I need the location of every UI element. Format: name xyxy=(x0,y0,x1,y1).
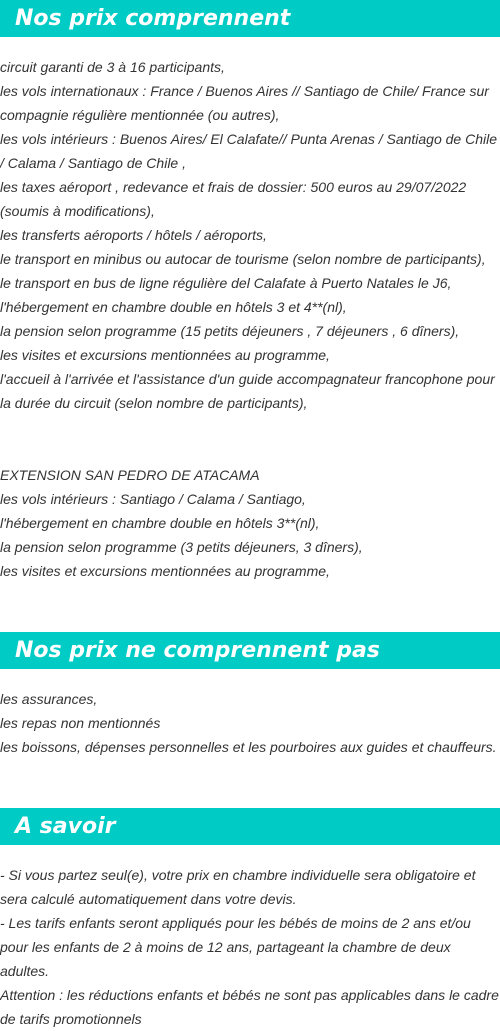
list-item: la pension selon programme (3 petits déjeuners, 3 dîners), xyxy=(0,539,363,555)
list-item: la pension selon programme (15 petits déjeuners , 7 déjeuners , 6 dîners), xyxy=(0,323,460,339)
list-item: le transport en minibus ou autocar de tourisme (selon nombre de participants), xyxy=(0,251,486,267)
list-item: les repas non mentionnés xyxy=(0,715,161,731)
list-item: les vols internationaux : France / Buenos Aires // Santiago de Chile/ France sur compagnie régulière mentionnée (ou autres), xyxy=(0,83,489,123)
list-item: l'accueil à l'arrivée et l'assistance d'un guide accompagnateur francophone pour la durée du circuit (selon nombre de participants), xyxy=(0,371,495,411)
list-item: les vols intérieurs : Buenos Aires/ El Calafate// Punta Arenas / Santiago de Chile / Calama / Santiago de Chile , xyxy=(0,131,498,171)
list-item: - Si vous partez seul(e), votre prix en chambre individuelle sera obligatoire et sera calculé automatiquement dans votre devis. xyxy=(0,867,476,907)
list-item: l'hébergement en chambre double en hôtels 3 et 4**(nl), xyxy=(0,299,347,315)
extension-list xyxy=(0,463,500,583)
list-item: l'hébergement en chambre double en hôtels 3**(nl), xyxy=(0,515,320,531)
not-included-list xyxy=(0,687,500,759)
list-item: - Les tarifs enfants seront appliqués pour les bébés de moins de 2 ans et/ou pour les enfants de 2 à moins de 12 ans, partageant la chambre de deux adultes. xyxy=(0,915,471,979)
section-header-included: Nos prix comprennent xyxy=(0,0,500,37)
list-item: circuit garanti de 3 à 16 participants, xyxy=(0,59,225,75)
list-item: les transferts aéroports / hôtels / aéroports, xyxy=(0,227,267,243)
a-savoir-list xyxy=(0,863,500,1031)
list-item: les visites et excursions mentionnées au programme, xyxy=(0,563,330,579)
list-item: le transport en bus de ligne régulière del Calafate à Puerto Natales le J6, xyxy=(0,275,452,291)
section-header-not-included: Nos prix ne comprennent pas xyxy=(0,632,500,669)
list-item: les taxes aéroport , redevance et frais de dossier: 500 euros au 29/07/2022 (soumis à modifications), xyxy=(0,179,467,219)
list-item: Attention : les réductions enfants et bébés ne sont pas applicables dans le cadre de tarifs promotionnels xyxy=(0,987,499,1027)
list-item: les vols intérieurs : Santiago / Calama / Santiago, xyxy=(0,491,306,507)
list-item: les visites et excursions mentionnées au programme, xyxy=(0,347,330,363)
included-list xyxy=(0,55,500,415)
list-item: les boissons, dépenses personnelles et les pourboires aux guides et chauffeurs. xyxy=(0,739,497,755)
extension-title: EXTENSION SAN PEDRO DE ATACAMA xyxy=(0,467,260,483)
section-header-a-savoir: A savoir xyxy=(0,808,500,845)
list-item: les assurances, xyxy=(0,691,98,707)
